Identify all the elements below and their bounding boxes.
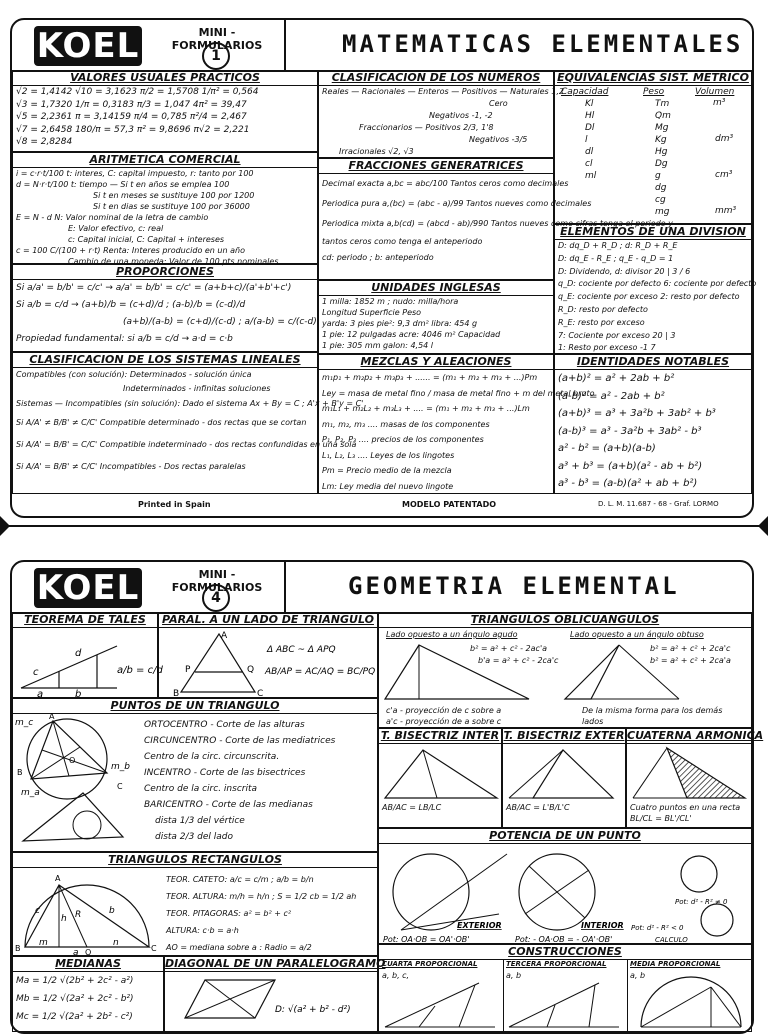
text-line: Periodica mixta a,b(cd) = (abcd - ab)/990 Tantos nueves como cifras tenga el periodo y: [322, 219, 673, 228]
koel-logo: KOEL: [34, 26, 142, 66]
label-O: O: [85, 948, 92, 957]
card-number: 1: [202, 42, 230, 70]
section-title: VALORES USUALES PRACTICOS: [13, 71, 317, 86]
section-medianas: [12, 956, 164, 1032]
text-line: i = c·r·t/100 t: interes, C: capital impuesto, r: tanto por 100: [16, 169, 254, 178]
text-line: E = N - d N: Valor nominal de la letra de cambio: [16, 213, 209, 222]
formula-line: b² = a² + c² + 2ca'a: [650, 656, 731, 665]
section-title: CLASIFICACION DE LOS SISTEMAS LINEALES: [13, 353, 317, 368]
col-header-capacidad: Capacidad: [561, 87, 609, 97]
text-line: q_D: cociente por defecto 6: cociente por defecto: [558, 279, 757, 289]
text-line: √3 = 1,7320 1/π = 0,3183 π/3 = 1,047 4π² = 39,47: [16, 99, 247, 110]
label-b: b: [75, 689, 82, 700]
text-line: q_E: cociente por exceso 2: resto por defecto: [558, 292, 740, 302]
label-a: a: [37, 689, 44, 700]
sub-title: TERCERA PROPORCIONAL: [506, 960, 607, 968]
potencia-diagram: [379, 844, 753, 944]
text-line: Pm = Precio medio de la mezcla: [322, 466, 452, 475]
text-line: Si t en meses se sustituye 100 por 1200: [93, 191, 255, 200]
section-title: CUATERNA ARMONICA: [627, 729, 764, 742]
section-title: POTENCIA DE UN PUNTO: [379, 829, 751, 844]
note-line: De la misma forma para los demás lados: [582, 706, 723, 726]
section-valores-usuales: [12, 70, 318, 152]
capacidad-unit: Kl: [585, 99, 594, 109]
rectangulos-diagram: [13, 867, 163, 958]
section-title: PROPORCIONES: [13, 265, 317, 280]
text-line: Fraccionarios — Positivos 2/3, 1'8: [359, 123, 494, 132]
paralelogramo-diagram: [165, 972, 379, 1032]
section-equivalencias: [554, 70, 752, 224]
label-B: B: [17, 768, 23, 777]
text-line: Centro de la circ. circunscrita.: [144, 752, 280, 762]
text-line: Longitud Superficie Peso: [322, 308, 422, 317]
section-title: TRIANGULOS RECTANGULOS: [13, 853, 377, 868]
label-ma: m_a: [21, 788, 40, 798]
label-c: c: [35, 906, 40, 916]
section-aritmetica-comercial: [12, 152, 318, 264]
text-line: c = 100 C/(100 + r·t) Renta: Interes producido en un año: [16, 246, 245, 255]
peso-unit: mg: [655, 207, 670, 217]
text-line: a³ - b³ = (a-b)(a² + ab + b²): [558, 478, 698, 489]
text-line: (a-b)² = a² - 2ab + b²: [558, 390, 665, 402]
text-line: AO = mediana sobre a : Radio = a/2: [166, 943, 312, 952]
formula-line: b² = a² + c² + 2ca'c: [650, 644, 731, 653]
right-heading: Lado opuesto a un ángulo obtuso: [570, 630, 704, 639]
label-h: h: [61, 914, 67, 924]
mini-formularios-label: MINI - FORMULARIOS: [171, 26, 263, 52]
section-identidades-notables: [554, 354, 752, 494]
text-line: m₁p₁ + m₂p₂ + m₃p₃ + ...... = (m₁ + m₂ + m₃ + ...)Pm: [322, 373, 538, 382]
capacidad-unit: dl: [585, 147, 594, 157]
peso-unit: cg: [655, 195, 666, 205]
text-line: BL/CL = BL'/CL': [630, 814, 692, 823]
text-line: Indeterminados - infinitas soluciones: [123, 384, 271, 393]
text-line: Reales — Racionales — Enteros — Positivos — Naturales 1,2: [322, 87, 564, 96]
card-title: MATEMATICAS ELEMENTALES: [342, 30, 744, 58]
text-line: a² - b² = (a+b)(a-b): [558, 443, 656, 454]
text-line: Irracionales √2, √3: [339, 147, 414, 156]
text-line: (a+b)³ = a³ + 3a²b + 3ab² + b³: [558, 408, 716, 419]
label-C: C: [151, 944, 157, 953]
section-title: IDENTIDADES NOTABLES: [555, 355, 751, 370]
interior-formula: Pot: - OA·OB = - OA'·OB': [515, 935, 613, 944]
section-title: EQUIVALENCIAS SIST. METRICO: [555, 71, 751, 86]
label-C: C: [117, 782, 123, 791]
text-line: Propiedad fundamental: si a/b = c/d → a·d = c·b: [16, 334, 233, 344]
paralela-formula: AB/AP = AC/AQ = BC/PQ: [265, 667, 376, 677]
text-line: d = N·r·t/100 t: tiempo — Si t en años se emplea 100: [16, 180, 230, 189]
text-line: tantos ceros como tenga el anteperiodo: [322, 237, 483, 246]
card-title: GEOMETRIA ELEMENTAL: [348, 572, 680, 600]
section-title: MEDIANAS: [13, 957, 163, 972]
header-divider: [284, 562, 286, 612]
text-line: R_D: resto por defecto: [558, 304, 648, 314]
section-title: PARAL. A UN LADO DE TRIANGULO: [159, 613, 377, 628]
section-clasificacion-numeros: [318, 70, 564, 158]
peso-unit: Mg: [655, 123, 669, 133]
footer-patent: MODELO PATENTADO: [402, 500, 497, 509]
calculo-label: CALCULO: [655, 936, 688, 944]
section-bisectriz-interior: [378, 728, 502, 828]
bisectriz-interior-diagram: [379, 744, 503, 802]
capacidad-list: [585, 98, 625, 182]
text-line: cd: periodo ; b: anteperiodo: [322, 253, 434, 262]
puntos-diagram: [13, 713, 133, 851]
label-B: B: [15, 944, 21, 953]
text-line: m₁L₁ + m₂L₂ + m₃L₃ + .... = (m₁ + m₂ + m₃ + ...)Lm: [322, 404, 530, 413]
text-line: (a-b)³ = a³ - 3a²b + 3ab² - b³: [558, 425, 702, 437]
text-line: R_E: resto por exceso: [558, 317, 645, 327]
text-line: Ma = 1/2 √(2b² + 2c² - a²): [16, 976, 134, 986]
text-line: Mb = 1/2 √(2a² + 2c² - b²): [16, 994, 134, 1004]
capacidad-unit: ml: [585, 171, 597, 181]
text-line: ORTOCENTRO - Corte de las alturas: [144, 720, 305, 730]
label-P: P: [185, 665, 191, 675]
text-line: TEOR. PITAGORAS: a² = b² + c²: [166, 909, 292, 918]
section-triangulos-oblicuangulos: [378, 612, 752, 728]
text-line: ALTURA: c·b = a·h: [166, 926, 239, 935]
section-elementos-division: [554, 224, 757, 354]
text-line: Si A/A' = B/B' ≠ C/C' Incompatibles - Dos rectas paralelas: [16, 462, 246, 471]
cuaterna-diagram: [627, 744, 753, 802]
peso-unit: Hg: [655, 147, 668, 157]
label-A: A: [221, 631, 228, 641]
pot-formula: Pot: d² - R² ≠ 0: [675, 898, 728, 906]
text-line: D: Dividendo, d: divisor 20 | 3 / 6: [558, 266, 691, 276]
peso-unit: Dg: [655, 159, 668, 169]
text-line: Si A/A' ≠ B/B' ≠ C/C' Compatible determinado - dos rectas que se cortan: [16, 418, 307, 427]
label-d: d: [75, 648, 82, 659]
capacidad-unit: l: [585, 135, 588, 145]
text-line: TEOR. ALTURA: m/h = h/n ; S = 1/2 cb = 1/2 ah: [166, 892, 357, 901]
media-proporcional: [627, 959, 753, 1033]
peso-unit: g: [655, 171, 661, 181]
text-line: dista 2/3 del lado: [155, 832, 233, 842]
peso-unit: Kg: [655, 135, 667, 145]
label-B: B: [173, 689, 180, 699]
section-potencia-punto: [378, 828, 752, 944]
text-line: √8 = 2,8284: [16, 137, 73, 147]
formula-line: b² = a² + c² - 2ac'a: [470, 644, 548, 653]
text-line: Mc = 1/2 √(2a² + 2b² - c²): [16, 1012, 133, 1022]
tales-formula: a/b = c/d: [117, 665, 163, 676]
text-line: 1 pie: 305 mm galon: 4,54 l: [322, 341, 434, 350]
formula: AB/AC = L'B/L'C: [506, 803, 570, 812]
section-title: T. BISECTRIZ EXTER: [503, 729, 625, 742]
label-A: A: [49, 712, 55, 721]
footer-legal: D. L. M. 11.687 - 68 - Graf. LORMO: [598, 500, 719, 508]
text-line: INCENTRO - Corte de las bisectrices: [144, 768, 306, 778]
label-a: a: [73, 948, 79, 958]
vars: a, b, c,: [382, 971, 410, 980]
left-heading: Lado opuesto a un ángulo agudo: [386, 630, 518, 639]
text-line: 1: Resto por exceso -1 7: [558, 343, 656, 353]
tales-diagram: [13, 628, 163, 700]
section-title: PUNTOS DE UN TRIANGULO: [13, 699, 377, 714]
section-title: ARITMETICA COMERCIAL: [13, 153, 317, 168]
card-header: [12, 562, 752, 614]
text-line: D: dq_E - R_E ; q_E - q_D = 1: [558, 253, 674, 263]
text-line: a³ + b³ = (a+b)(a² - ab + b²): [558, 460, 703, 472]
text-line: dista 1/3 del vértice: [155, 816, 245, 826]
text-line: Sistemas — Incompatibles (sin solución): Dado el sistema Ax + By = C ; A'x + B'y = C': [16, 399, 364, 408]
note-line: a'c - proyección de a sobre c: [386, 717, 502, 726]
col-header-peso: Peso: [643, 87, 665, 97]
label-C: C: [257, 689, 264, 699]
section-cuaterna-armonica: [626, 728, 764, 828]
text-line: Compatibles (con solución): Determinados - solución única: [16, 370, 252, 379]
section-title: CONSTRUCCIONES: [379, 945, 751, 960]
text-line: (a+b)² = a² + 2ab + b²: [558, 373, 675, 384]
label-m: m: [39, 938, 48, 948]
text-line: √5 = 2,2361 π = 3,14159 π/4 = 0,785 π²/4 = 2,467: [16, 112, 247, 122]
text-line: Centro de la circ. inscrita: [144, 784, 258, 794]
exterior-label: EXTERIOR: [457, 921, 502, 930]
text-line: m₁, m₂, m₃ .... masas de los componentes: [322, 419, 490, 429]
section-title: MEZCLAS Y ALEACIONES: [319, 355, 553, 370]
similarity-text: Δ ABC ~ Δ APQ: [267, 645, 336, 655]
capacidad-unit: Hl: [585, 111, 595, 121]
pot-formula-2: Pot: d² - R² < 0: [631, 924, 684, 932]
tercera-diagram: [503, 981, 627, 1031]
text-line: 1 milla: 1852 m ; nudo: milla/hora: [322, 297, 459, 306]
section-paralelogramo: [164, 956, 386, 1032]
vol-cm3: cm³: [715, 170, 733, 180]
capacidad-unit: Dl: [585, 123, 595, 133]
paralela-diagram: [159, 628, 379, 698]
text-line: Si a/a' = b/b' = c/c' → a/a' = b/b' = c/c' = (a+b+c)/(a'+b'+c'): [16, 283, 292, 293]
bisectriz-exterior-diagram: [503, 744, 627, 802]
text-line: Si A/A' = B/B' = C/C' Compatible indeterminado - dos rectas confundidas en una sola: [16, 440, 357, 449]
section-construcciones: [378, 944, 752, 1032]
tercera-proporcional: [503, 959, 628, 1033]
label-b: b: [109, 906, 115, 916]
text-line: L₁, L₂, L₃ .... Leyes de los lingotes: [322, 450, 455, 460]
text-line: BARICENTRO - Corte de las medianas: [144, 800, 313, 810]
capacidad-unit: cl: [585, 159, 593, 169]
text-line: P₁, P₂, P₃ .... precios de los componentes: [322, 435, 484, 444]
text-line: Ley = masa de metal fino / masa de metal fino + m del metal bruto: [322, 388, 595, 398]
text-line: CIRCUNCENTRO - Corte de las mediatrices: [144, 736, 336, 746]
koel-logo: KOEL: [34, 568, 142, 608]
text-line: Cambio de una moneda: Valor de 100 pts nominales: [68, 257, 279, 266]
section-mezclas-aleaciones: [318, 354, 595, 494]
formula-line: b'a = a² + c² - 2ca'c: [478, 656, 559, 665]
section-title: DIAGONAL DE UN PARALELOGRAMO: [165, 957, 386, 970]
text-line: (a+b)/(a-b) = (c+d)/(c-d) ; a/(a-b) = c/(c-d): [123, 317, 317, 327]
vol-m3: m³: [713, 98, 726, 108]
vars: a, b: [506, 971, 522, 980]
label-A: A: [55, 874, 61, 883]
text-line: 7: Cociente por exceso 20 | 3: [558, 330, 676, 340]
label-mc: m_c: [15, 718, 34, 728]
peso-unit: Qm: [655, 111, 671, 121]
section-title: TRIANGULOS OBLICUANGULOS: [379, 613, 751, 628]
exterior-formula: Pot: OA·OB = OA'·OB': [383, 935, 470, 944]
section-bisectriz-exterior: [502, 728, 626, 828]
peso-unit: dg: [655, 183, 667, 193]
card-header: [12, 20, 752, 72]
text-line: Negativos -1, -2: [429, 111, 493, 120]
text-line: Lm: Ley media del nuevo lingote: [322, 481, 454, 491]
media-diagram: [627, 981, 753, 1031]
text-line: c: Capital inicial, C: Capital + intereses: [68, 235, 225, 244]
text-line: √7 = 2,6458 180/π = 57,3 π² = 9,8696 π√2 = 2,221: [16, 124, 250, 135]
label-R: R: [75, 910, 82, 920]
section-title: FRACCIONES GENERATRICES: [319, 159, 553, 174]
cuarta-diagram: [379, 981, 503, 1031]
text-line: Periodica pura a,(bc) = (abc - a)/99 Tantos nueves como decimales: [322, 199, 592, 208]
footer-printed: Printed in Spain: [138, 500, 211, 509]
peso-list: [655, 98, 695, 218]
formulario-card-matematicas: [10, 18, 757, 518]
label-Q: Q: [247, 665, 255, 675]
section-triangulos-rectangulos: [12, 852, 378, 956]
text-line: D: dq_D + R_D ; d: R_D + R_E: [558, 241, 678, 250]
header-divider: [284, 20, 286, 70]
text-line: Si a/b = c/d → (a+b)/b = (c+d)/d ; (a-b)/b = (c-d)/d: [16, 300, 246, 310]
col-header-volumen: Volumen: [695, 87, 735, 97]
paralelogramo-formula: D: √(a² + b² - d²): [275, 1005, 351, 1015]
card-number: 4: [202, 584, 230, 612]
section-paralela-triangulo: [158, 612, 378, 698]
peso-unit: Tm: [655, 99, 670, 109]
note-line: c'a - proyección de c sobre a: [386, 706, 502, 715]
oblicuangulos-diagram: [379, 643, 753, 703]
vol-dm3: dm³: [715, 134, 734, 144]
section-unidades-inglesas: [318, 280, 554, 354]
section-title: CLASIFICACION DE LOS NUMEROS: [319, 71, 553, 86]
text-line: Cuatro puntos en una recta: [630, 803, 741, 812]
text-line: Decimal exacta a,bc = abc/100 Tantos ceros como decimales: [322, 179, 569, 188]
text-line: yarda: 3 pies pie²: 9,3 dm² libra: 454 g: [322, 319, 478, 328]
text-line: Cero: [489, 99, 508, 108]
vars: a, b: [630, 971, 646, 980]
section-sistemas-lineales: [12, 352, 364, 494]
interior-label: INTERIOR: [581, 921, 624, 930]
sub-title: MEDIA PROPORCIONAL: [630, 960, 721, 968]
text-line: E: Valor efectivo, c: real: [68, 224, 164, 233]
label-O: O: [69, 756, 76, 765]
formula: AB/AC = LB/LC: [382, 803, 442, 812]
text-line: Negativos -3/5: [469, 135, 528, 144]
label-c: c: [33, 667, 39, 678]
label-n: n: [113, 938, 119, 948]
section-puntos-triangulo: [12, 698, 378, 852]
text-line: TEOR. CATETO: a/c = c/m ; a/b = b/n: [166, 875, 314, 884]
vol-mm3: mm³: [715, 206, 737, 216]
section-proporciones: [12, 264, 318, 352]
cuarta-proporcional: [379, 959, 504, 1033]
label-mb: m_b: [111, 762, 130, 772]
sub-title: CUARTA PROPORCIONAL: [382, 960, 478, 968]
section-teorema-tales: [12, 612, 163, 700]
text-line: 1 pie: 12 pulgadas acre: 4046 m² Capacidad: [322, 330, 501, 339]
section-title: T. BISECTRIZ INTER: [380, 729, 500, 742]
formulario-card-geometria: [10, 560, 764, 1034]
mini-formularios-label: MINI - FORMULARIOS: [171, 568, 263, 594]
tear-line: [0, 525, 768, 527]
section-title: ELEMENTOS DE UNA DIVISION: [555, 225, 751, 240]
text-line: Si t en dias se sustituye 100 por 36000: [93, 202, 250, 211]
text-line: √2 = 1,4142 √10 = 3,1623 π/2 = 1,5708 1/π² = 0,564: [16, 87, 259, 97]
section-title: TEOREMA DE TALES: [13, 613, 157, 628]
section-title: UNIDADES INGLESAS: [319, 281, 553, 296]
